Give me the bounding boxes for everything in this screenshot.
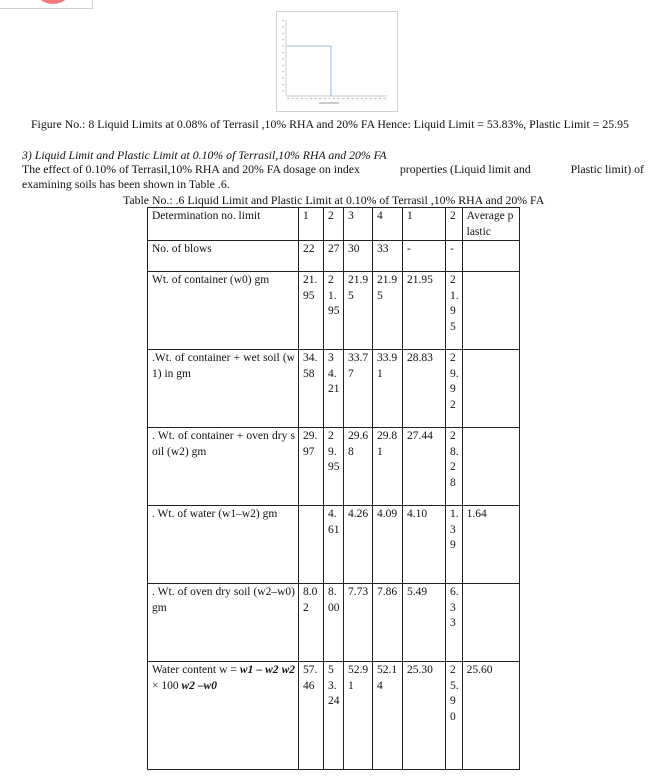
formula-w2: w2: [281, 664, 295, 676]
para-line1-right: Plastic limit) of: [570, 162, 644, 176]
cell: 25.30: [403, 662, 446, 770]
cell: 30: [344, 241, 373, 272]
cell: 57.46: [299, 662, 324, 770]
x-tick-mark: [315, 98, 317, 99]
cell: [299, 506, 324, 584]
table-row: [148, 584, 520, 662]
cell: 33.77: [344, 350, 373, 428]
y-tick-mark: [282, 58, 284, 59]
x-tick-mark: [374, 98, 376, 99]
figure-caption: Figure No.: 8 Liquid Limits at 0.08% of Terrasil ,10% RHA and 20% FA Hence: Liquid Limit = 53.83%, Plastic Limit = 25.95: [31, 117, 629, 131]
cell: 21.95: [403, 272, 446, 350]
row-label: No. of blows: [148, 241, 299, 272]
row-label: . Wt. of oven dry soil (w2–w0) gm: [148, 584, 299, 662]
para-line2: examining soils has been shown in Table .6.: [22, 177, 230, 191]
para-line1-mid: properties (Liquid limit and: [399, 162, 531, 176]
header-label: Determination no. limit: [148, 208, 299, 241]
y-tick-mark: [282, 39, 284, 40]
x-tick-mark: [342, 98, 344, 99]
cell: 52.91: [344, 662, 373, 770]
x-tick-mark: [356, 98, 358, 99]
row-label: .Wt. of container + wet soil (w1) in gm: [148, 350, 299, 428]
cell-average: [462, 272, 519, 350]
table-row: [148, 241, 520, 272]
cell: 29.97: [299, 428, 324, 506]
cell: 21.95: [324, 272, 344, 350]
cell: 4.10: [403, 506, 446, 584]
cell: 1.39: [446, 506, 463, 584]
x-tick-mark: [384, 98, 386, 99]
cell: 27: [324, 241, 344, 272]
formula-times: × 100: [152, 679, 182, 692]
cell: 33: [373, 241, 403, 272]
x-tick-mark: [324, 98, 326, 99]
header-col: 3: [344, 208, 373, 241]
cell: 52.14: [373, 662, 403, 770]
cell-average: 25.60: [462, 662, 519, 770]
cell: 29.81: [373, 428, 403, 506]
table-row: [148, 350, 520, 428]
x-tick-mark: [365, 98, 367, 99]
x-tick-mark: [333, 98, 335, 99]
header-average: Average plastic: [462, 208, 519, 241]
liquid-limit-figure: [276, 11, 398, 112]
table-header-row: [148, 208, 520, 241]
x-tick-mark: [351, 98, 353, 99]
x-tick-mark: [296, 98, 298, 99]
table-row: [148, 272, 520, 350]
cell: 8.00: [324, 584, 344, 662]
y-tick-mark: [282, 90, 284, 91]
cell-average: [462, 241, 519, 272]
row-label: . Wt. of container + oven dry soil (w2) gm: [148, 428, 299, 506]
table-row: [148, 506, 520, 584]
cell: 34.21: [324, 350, 344, 428]
x-tick-mark: [301, 98, 303, 99]
x-tick-mark: [292, 98, 294, 99]
cell: 34.58: [299, 350, 324, 428]
cell: 5.49: [403, 584, 446, 662]
header-col: 4: [373, 208, 403, 241]
x-tick-mark: [370, 98, 372, 99]
cell-average: [462, 584, 519, 662]
table-title: Table No.: .6 Liquid Limit and Plastic Limit at 0.10% of Terrasil ,10% RHA and 20% FA: [123, 193, 545, 207]
y-tick-mark: [282, 65, 284, 66]
cell: 27.44: [403, 428, 446, 506]
cell-average: [462, 350, 519, 428]
cell: 21.95: [344, 272, 373, 350]
cell: 4.09: [373, 506, 403, 584]
x-tick-mark: [287, 98, 289, 99]
row-label-formula: [148, 662, 299, 770]
x-tick-mark: [305, 98, 307, 99]
header-col: 1: [403, 208, 446, 241]
x-tick-mark: [361, 98, 363, 99]
cell-average: [462, 428, 519, 506]
section-heading: 3) Liquid Limit and Plastic Limit at 0.10% of Terrasil,10% RHA and 20% FA: [22, 148, 387, 162]
cell: 4.26: [344, 506, 373, 584]
cell: -: [446, 241, 463, 272]
y-tick-mark: [282, 46, 284, 47]
cell: 4.61: [324, 506, 344, 584]
cell: 25.90: [446, 662, 463, 770]
cell: 53.24: [324, 662, 344, 770]
x-tick-mark: [338, 98, 340, 99]
y-tick-mark: [282, 26, 284, 27]
cell: 21.95: [446, 272, 463, 350]
formula-numerator: w1 – w2: [239, 664, 279, 676]
y-tick-mark: [282, 78, 284, 79]
y-tick-mark: [282, 84, 284, 85]
cell: 7.73: [344, 584, 373, 662]
para-line1-left: The effect of 0.10% of Terrasil,10% RHA and 20% FA dosage on index: [22, 162, 360, 176]
cell: 21.95: [373, 272, 403, 350]
header-col: 1: [299, 208, 324, 241]
liquid-limit-table: [147, 207, 520, 770]
cell: 33.91: [373, 350, 403, 428]
y-tick-mark: [282, 33, 284, 34]
table-row: [148, 428, 520, 506]
header-col: 2: [324, 208, 344, 241]
y-tick-mark: [282, 20, 284, 21]
cell: 29.68: [344, 428, 373, 506]
intro-paragraph: [22, 162, 644, 192]
cell: 8.02: [299, 584, 324, 662]
x-tick-mark: [328, 98, 330, 99]
x-tick-mark: [319, 98, 321, 99]
cell-average: 1.64: [462, 506, 519, 584]
cell: 21.95: [299, 272, 324, 350]
formula-text: Water content w =: [152, 664, 240, 676]
row-label: Wt. of container (w0) gm: [148, 272, 299, 350]
cell: 6.33: [446, 584, 463, 662]
y-tick-mark: [282, 52, 284, 53]
cell: 28.83: [403, 350, 446, 428]
x-tick-mark: [347, 98, 349, 99]
cell: -: [403, 241, 446, 272]
x-tick-mark: [310, 98, 312, 99]
cell: 28.28: [446, 428, 463, 506]
cell: 29.95: [324, 428, 344, 506]
cell: 29.92: [446, 350, 463, 428]
x-tick-mark: [379, 98, 381, 99]
y-tick-mark: [282, 71, 284, 72]
header-col: 2: [446, 208, 463, 241]
formula-denominator: w2 –w0: [181, 679, 217, 692]
cell: 22: [299, 241, 324, 272]
cell: 7.86: [373, 584, 403, 662]
row-label: . Wt. of water (w1–w2) gm: [148, 506, 299, 584]
table-row: [148, 662, 520, 770]
